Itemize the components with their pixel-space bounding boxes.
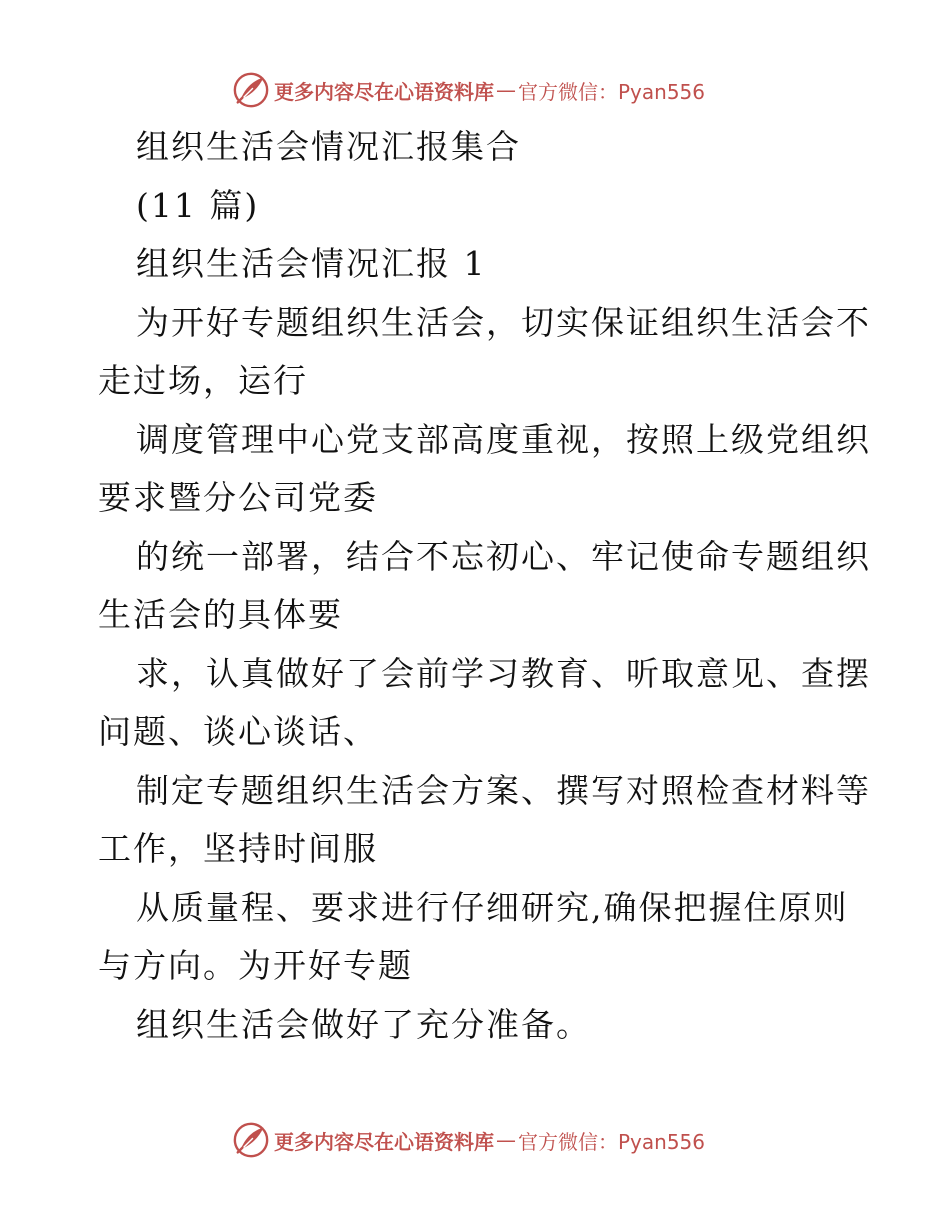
doc-title: 组织生活会情况汇报集合 [136, 127, 521, 166]
doc-subtitle: (11 篇) [136, 185, 260, 225]
document-body [98, 118, 871, 1054]
watermark-separator: — [496, 1128, 516, 1152]
paragraph-line: 问题、谈心谈话、 [98, 712, 378, 751]
watermark-text: 更多内容尽在心语资料库 [274, 1129, 494, 1154]
feather-pen-logo-icon [232, 1121, 270, 1159]
watermark-text: 更多内容尽在心语资料库 [274, 79, 494, 104]
watermark-separator: — [496, 78, 516, 102]
paragraph-line: 从质量程、要求进行仔细研究,确保把握住原则 [136, 887, 849, 927]
paragraph-line: 的统一部署，结合不忘初心、牢记使命专题组织 [136, 536, 871, 576]
paragraph-line: 走过场，运行 [98, 361, 308, 400]
feather-pen-logo-icon [232, 71, 270, 109]
paragraph-line: 求，认真做好了会前学习教育、听取意见、查摆 [136, 653, 871, 693]
section-heading: 组织生活会情况汇报 1 [136, 244, 487, 283]
paragraph-line: 生活会的具体要 [98, 595, 343, 634]
paragraph-line: 要求暨分公司党委 [98, 478, 378, 517]
paragraph-line: 制定专题组织生活会方案、撰写对照检查材料等 [136, 770, 871, 810]
footer-watermark [232, 1120, 705, 1160]
paragraph-line: 组织生活会做好了充分准备。 [136, 1004, 591, 1044]
watermark-wechat: 官方微信：Pyan556 [518, 79, 706, 104]
paragraph-line: 与方向。为开好专题 [98, 946, 413, 985]
paragraph-line: 工作，坚持时间服 [98, 829, 378, 868]
header-watermark [232, 70, 705, 110]
watermark-wechat: 官方微信：Pyan556 [518, 1129, 706, 1154]
paragraph-line: 为开好专题组织生活会，切实保证组织生活会不 [136, 302, 871, 342]
paragraph-line: 调度管理中心党支部高度重视，按照上级党组织 [136, 419, 871, 459]
